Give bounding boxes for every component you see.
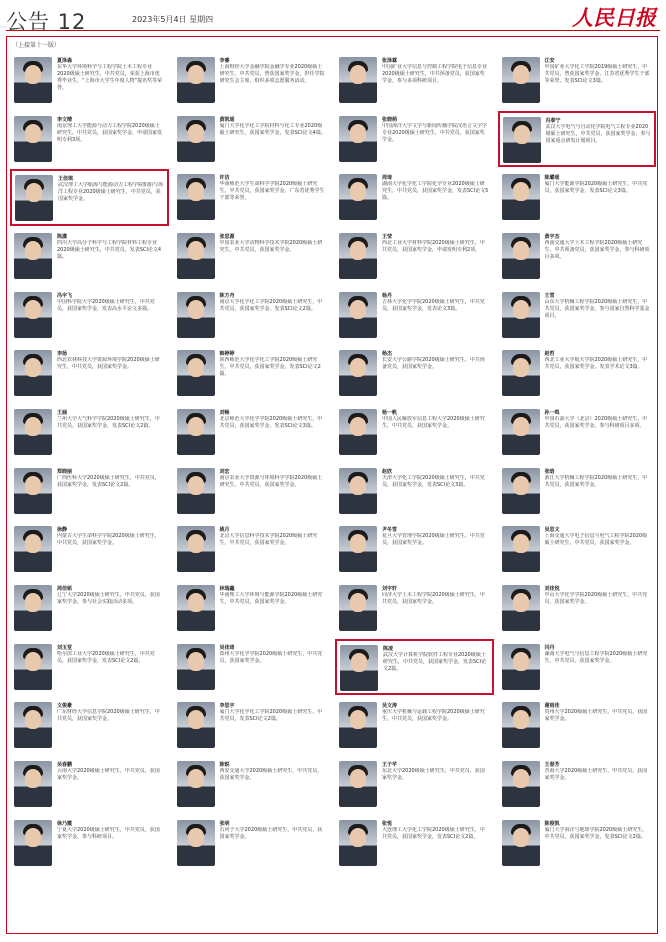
profile-description: 郑州大学化学学院2020级硕士研究生，中共党员，获国家奖学金。 (219, 650, 323, 664)
profile-card (498, 697, 657, 754)
portrait-photo (14, 116, 52, 162)
profile-name: 闫丹 (544, 644, 555, 651)
profile-description: 石河子大学2020级硕士研究生，中共党员，获国家奖学金。 (219, 826, 323, 840)
profile-description: 西北农林科技大学资源环境学院2020级硕士研究生，中共党员，获国家奖学金。 (57, 357, 160, 371)
profile-description: 哈尔滨工业大学2020级硕士研究生，中共党员，获国家奖学金，发表SCI论文2篇。 (57, 650, 155, 664)
portrait-photo (14, 820, 52, 866)
portrait-photo (502, 468, 540, 514)
profile-name: 刘宏 (219, 468, 230, 475)
profile-description: 湖南大学电气与信息工程学院2020级硕士研究生，中共党员，获国家奖学金。 (544, 650, 648, 664)
profile-card (335, 756, 494, 813)
profile-description: 重庆大学机械与运载工程学院2020级硕士研究生，中共党员，获国家奖学金。 (382, 709, 485, 723)
portrait-photo (339, 820, 377, 866)
profile-description: 云南大学2020级硕士研究生，中共党员，获国家奖学金。 (57, 768, 160, 781)
profile-description: 辽宁大学2020级硕士研究生，中共党员，获国家奖学金，参与社会实践活动多项。 (57, 592, 160, 605)
profile-name: 张晓萌 (382, 116, 398, 123)
header-divider (6, 30, 660, 31)
profile-card (498, 52, 657, 109)
profile-name: 李睿 (219, 58, 230, 64)
profile-card (498, 463, 657, 520)
profile-description: 南京理工大学能源与动力工程学院2020级硕士研究生，中共党员，获国家奖学金，申请国家发明专利3项。 (57, 122, 163, 143)
portrait-photo (14, 526, 52, 572)
profile-name: 杨丹 (382, 292, 393, 299)
profile-name: 陈锐 (219, 762, 230, 768)
portrait-photo (14, 585, 52, 631)
profile-description: 西安交通大学2020级硕士研究生，中共党员，获国家奖学金。 (219, 768, 323, 781)
profile-name: 李思宇 (219, 703, 235, 710)
profile-name: 赵哲 (544, 351, 555, 358)
profile-description: 东北大学2020级硕士研究生，中共党员，获国家奖学金。 (382, 768, 485, 781)
profile-description: 西南交通大学土木工程学院2020级硕士研究生，中共预备党员，获国家奖学金，参与科研项目多项。 (544, 240, 650, 260)
portrait-photo (339, 116, 377, 162)
profile-card (10, 580, 169, 637)
profile-card (173, 463, 332, 520)
profile-card (498, 169, 657, 226)
profile-name: 王佳琪 (58, 176, 74, 183)
portrait-photo (339, 761, 377, 807)
profile-name: 韩婷婷 (219, 351, 235, 358)
profile-name: 张思源 (219, 234, 235, 240)
profile-description: 宁夏大学2020级硕士研究生，中共党员，获国家奖学金，参与科研项目。 (57, 826, 160, 840)
profile-card (498, 580, 657, 637)
profile-card (173, 345, 332, 402)
profile-name: 黄宇杰 (544, 234, 560, 240)
portrait-photo (177, 350, 215, 396)
profile-description: 武汉大学计算机学院软件工程专业2020级硕士研究生，中共党员，获国家奖学金，发表SCI论文2篇。 (383, 651, 487, 672)
portrait-photo (339, 702, 377, 748)
profile-description: 中国海洋大学文学与新闻传播学院汉语言文字学专业2020级硕士研究生，中共党员，获国家奖学金。 (382, 122, 488, 143)
portrait-photo (502, 350, 540, 396)
profile-card (10, 521, 169, 578)
profile-description: 同济大学土木工程学院2020级硕士研究生，中共党员，获国家奖学金。 (382, 592, 485, 605)
profile-description: 青海大学2020级硕士研究生，中共党员，获国家奖学金。 (544, 768, 648, 781)
portrait-photo (177, 820, 215, 866)
portrait-photo (339, 585, 377, 631)
profile-name: 林瑞鑫 (219, 586, 235, 592)
profile-name: 陈方舟 (219, 292, 235, 299)
profile-card (498, 111, 657, 168)
profile-description: 上海财经大学金融学院金融学专业2020级硕士研究生，中共党员，曾获国家奖学金，担任学院研究生会主席，组织多项志愿服务活动。 (219, 64, 325, 84)
profile-name: 李文晴 (57, 116, 73, 123)
profile-description: 东华大学环境科学与工程学院土木工程专业2020级硕士研究生，中共党员，荣获上海市优秀毕业生、“上海市大学生年度人物”提名奖等荣誉。 (57, 64, 163, 91)
portrait-photo (502, 585, 540, 631)
profile-card (498, 521, 657, 578)
profile-card (335, 287, 494, 344)
profile-name: 黄凯瑶 (219, 116, 235, 123)
newspaper-logo: 人民日报 (572, 5, 656, 30)
profile-name: 冯泰宁 (545, 117, 561, 124)
profile-card (335, 815, 494, 872)
portrait-photo (502, 526, 540, 572)
portrait-photo (14, 702, 52, 748)
profile-name: 江安 (544, 58, 555, 64)
portrait-photo (339, 526, 377, 572)
profile-description: 兰州大学大气科学学院2020级硕士研究生，中共党员，获国家奖学金，发表SCI论文2篇。 (57, 416, 160, 429)
profile-card (498, 756, 657, 813)
profile-card (335, 580, 494, 637)
portrait-photo (177, 702, 215, 748)
profile-description: 复旦大学管理学院2020级硕士研究生，中共党员，获国家奖学金。 (382, 533, 485, 547)
profile-name: 刘畅 (219, 410, 230, 416)
profile-name: 杨一帆 (382, 410, 398, 416)
profile-card (173, 639, 332, 696)
profile-name: 文俊豪 (57, 703, 73, 710)
profile-description: 浙江大学机械工程学院2020级硕士研究生，中共党员，获国家奖学金。 (544, 474, 648, 488)
portrait-photo (14, 761, 52, 807)
profile-name: 徐乃霞 (57, 820, 73, 827)
portrait-photo (15, 175, 53, 221)
profile-description: 武汉大学电气与自动化学院电气工程专业2020级硕士研究生，中共党员，获国家奖学金，参与国家重点研发计划项目。 (545, 123, 651, 144)
profile-description: 华南理工大学环境与能源学院2020级硕士研究生，中共党员，获国家奖学金。 (219, 592, 323, 605)
portrait-photo (177, 468, 215, 514)
profile-card (335, 169, 494, 226)
profile-card (335, 52, 494, 109)
profile-card (335, 228, 494, 285)
profile-card (10, 345, 169, 402)
profile-name: 张晗 (544, 468, 555, 475)
profile-card (173, 111, 332, 168)
profile-description: 厦门大学化学化工学院材料与化工专业2020级硕士研究生，获国家奖学金，发表SCI论文4篇。 (219, 122, 326, 136)
profile-card (335, 697, 494, 754)
profile-name: 王莹 (382, 234, 393, 240)
profile-name: 刘佳悦 (544, 586, 560, 592)
profile-name: 陈俊凯 (544, 820, 560, 827)
profile-card (498, 404, 657, 461)
profile-name: 吴文涛 (382, 703, 398, 710)
profile-grid (10, 52, 656, 930)
profile-card (173, 580, 332, 637)
portrait-photo (14, 292, 52, 338)
profile-description: 华南师范大学生命科学学院2020级硕士研究生，中共党员，获国家奖学金、广东省优秀学生干部等荣誉。 (219, 181, 325, 202)
profile-description: 广东财经大学信息学院2020级硕士研究生，中共党员，获国家奖学金。 (57, 709, 160, 723)
profile-name: 周琦 (382, 175, 393, 182)
profile-description: 厦门大学能源学院2020级硕士研究生，中共党员，获国家奖学金，发表SCI论文3篇。 (544, 181, 648, 195)
profile-description: 大连理工大学化工学院2020级硕士研究生，中共党员，获国家奖学金，发表SCI论文2篇。 (382, 826, 485, 840)
profile-name: 周佳铭 (57, 586, 73, 592)
profile-name: 吴春鹏 (57, 762, 73, 768)
profile-description: 西北工业大学材料学院2020级硕士研究生，中共党员，获国家奖学金，申请发明专利2项。 (382, 240, 485, 253)
profile-description: 长安大学公路学院2020级硕士研究生，中共预备党员，获国家奖学金。 (382, 357, 485, 371)
profile-description: 武汉理工大学船海与能源动力工程学院船舶与海洋工程专业2020级硕士研究生，中共党员，获国家奖学金。 (58, 182, 164, 203)
profile-card (173, 169, 332, 226)
portrait-photo (503, 117, 541, 163)
portrait-photo (502, 292, 540, 338)
profile-description: 中山大学化学学院2020级硕士研究生，中共党员，获国家奖学金。 (544, 592, 648, 605)
page-title: 公告 12 (6, 10, 87, 34)
profile-card (10, 756, 169, 813)
profile-description: 上海交通大学电子信息与电气工程学院2020级硕士研究生，中共党员，获国家奖学金。 (544, 533, 648, 547)
issue-date: 2023年5月4日 星期四 (132, 15, 214, 24)
profile-name: 陈璐瑶 (544, 175, 560, 182)
profile-card (10, 169, 169, 226)
portrait-photo (339, 350, 377, 396)
profile-description: 湖南大学化学化工学院化学专业2020级硕士研究生，中共党员，获国家奖学金，发表SCI论文5篇。 (382, 181, 489, 202)
profile-card (173, 287, 332, 344)
portrait-photo (502, 233, 540, 279)
portrait-photo (339, 174, 377, 220)
portrait-photo (14, 350, 52, 396)
profile-description: 中国科学院大学2020级硕士研究生，中共党员，获国家奖学金，发表高水平论文多篇。 (57, 298, 155, 312)
profile-name: 王雪 (544, 292, 555, 299)
profile-name: 夏泽森 (57, 58, 73, 64)
profile-description: 北京大学信息科学技术学院2020级硕士研究生，中共党员，获国家奖学金。 (219, 533, 318, 547)
profile-description: 吉林大学化学学院2020级硕士研究生，中共党员，获国家奖学金，发表论文3篇。 (382, 298, 485, 312)
profile-name: 刘宇轩 (382, 586, 398, 592)
profile-name: 徐静 (57, 527, 68, 534)
profile-card (173, 697, 332, 754)
profile-card (10, 228, 169, 285)
profile-description: 中国农业大学动物科学技术学院2020级硕士研究生，中共党员，获国家奖学金。 (219, 240, 323, 253)
profile-description: 中国石油大学（北京）2020级硕士研究生，中共党员，获国家奖学金，参与科研项目多项。 (544, 416, 648, 429)
portrait-photo (502, 761, 540, 807)
profile-name: 冯宇飞 (57, 292, 73, 299)
profile-card (173, 756, 332, 813)
portrait-photo (339, 468, 377, 514)
profile-card (498, 815, 657, 872)
profile-description: 厦门大学海洋与地球学院2020级硕士研究生，中共党员，获国家奖学金，发表SCI论文2篇。 (544, 826, 648, 840)
profile-description: 四川大学高分子科学与工程学院材料工程专业2020级硕士研究生，中共党员，发表SCI论文4篇。 (57, 240, 162, 260)
profile-card (173, 815, 332, 872)
profile-name: 吴佳琦 (219, 644, 235, 651)
portrait-photo (339, 292, 377, 338)
page-header (0, 0, 666, 32)
profile-card (173, 52, 332, 109)
profile-name: 郑晓丽 (57, 468, 73, 475)
portrait-photo (14, 409, 52, 455)
profile-description: 陕西师范大学化学化工学院2020级硕士研究生，中共党员，获国家奖学金，发表SCI论文2篇。 (219, 357, 321, 378)
portrait-photo (177, 526, 215, 572)
portrait-photo (177, 292, 215, 338)
profile-card (10, 639, 169, 696)
profile-card (335, 111, 494, 168)
profile-name: 陈潇 (57, 234, 68, 240)
profile-card (10, 815, 169, 872)
profile-card (10, 697, 169, 754)
profile-card (335, 345, 494, 402)
profile-card (173, 228, 332, 285)
profile-name: 张明 (219, 820, 230, 827)
profile-card (173, 521, 332, 578)
profile-card (10, 52, 169, 109)
portrait-photo (177, 761, 215, 807)
profile-card (335, 639, 494, 696)
profile-description: 西北工业大学航天学院2020级硕士研究生，中共党员，获国家奖学金，发表学术论文3篇。 (544, 357, 648, 371)
portrait-photo (177, 409, 215, 455)
portrait-photo (14, 57, 52, 103)
profile-card (335, 521, 494, 578)
portrait-photo (339, 409, 377, 455)
continued-label: （上接第十一版） (12, 42, 61, 49)
portrait-photo (339, 57, 377, 103)
portrait-photo (14, 468, 52, 514)
profile-card (498, 639, 657, 696)
profile-description: 贵州大学2020级硕士研究生，中共党员，获国家奖学金。 (544, 709, 648, 723)
profile-description: 南京大学化学化工学院2020级硕士研究生，中共党员，获国家奖学金，发表SCI论文2篇。 (219, 298, 323, 312)
profile-name: 王涵 (57, 410, 68, 416)
portrait-photo (177, 585, 215, 631)
profile-name: 刘玉堂 (57, 644, 73, 651)
portrait-photo (177, 644, 215, 690)
profile-card (10, 111, 169, 168)
portrait-photo (177, 174, 215, 220)
profile-description: 南京农业大学资源与环境科学学院2020级硕士研究生，中共党员，获国家奖学金。 (219, 474, 323, 488)
portrait-photo (502, 174, 540, 220)
portrait-photo (14, 644, 52, 690)
profile-card (10, 404, 169, 461)
portrait-photo (14, 233, 52, 279)
portrait-photo (340, 645, 378, 691)
profile-description: 天津大学化工学院2020级硕士研究生，中共党员，获国家奖学金，发表SCI论文3篇。 (382, 474, 485, 488)
profile-description: 中国人民解放军信息工程大学2020级硕士研究生，中共党员，获国家奖学金。 (382, 416, 485, 429)
portrait-photo (177, 116, 215, 162)
profile-description: 北京师范大学化学学院2020级硕士研究生，中共党员，获国家奖学金，发表SCI论文3篇。 (219, 416, 323, 429)
profile-name: 杨杰 (382, 351, 393, 358)
profile-name: 赵欣 (382, 468, 393, 475)
profile-name: 尹冬雪 (382, 527, 398, 534)
profile-name: 吴思文 (544, 527, 560, 534)
portrait-photo (502, 57, 540, 103)
profile-name: 姚月 (219, 527, 230, 534)
profile-name: 许洁 (219, 175, 230, 182)
portrait-photo (177, 233, 215, 279)
profile-card (10, 463, 169, 520)
profile-name: 王春芳 (544, 762, 560, 768)
profile-description: 中国矿业大学信息与控制工程学院电子信息专业2020级硕士研究生，中共预备党员，获国家奖学金，参与多项科研项目。 (382, 64, 488, 84)
profile-name: 陈凌 (383, 645, 394, 652)
profile-description: 中国矿业大学化工学院2019级硕士研究生，中共党员，曾获国家奖学金、江苏省优秀学生干部等荣誉，发表SCI论文3篇。 (544, 64, 650, 84)
portrait-photo (502, 409, 540, 455)
portrait-photo (502, 820, 540, 866)
profile-card (498, 287, 657, 344)
profile-name: 张悦 (382, 820, 393, 827)
profile-name: 王子芊 (382, 762, 398, 768)
profile-name: 李扬 (57, 351, 68, 358)
portrait-photo (502, 644, 540, 690)
profile-card (173, 404, 332, 461)
profile-name: 谢雨佳 (544, 703, 560, 710)
profile-card (498, 228, 657, 285)
profile-card (498, 345, 657, 402)
profile-description: 山东大学机械工程学院2020级硕士研究生，中共党员，获国家奖学金，参与国家自然科学基金项目。 (544, 298, 650, 319)
portrait-photo (177, 57, 215, 103)
profile-card (335, 463, 494, 520)
profile-name: 张泽霖 (382, 58, 398, 64)
profile-name: 孙一鸣 (544, 410, 560, 416)
profile-description: 内蒙古大学生命科学学院2020级硕士研究生，中共党员，获国家奖学金。 (57, 533, 160, 547)
profile-card (10, 287, 169, 344)
portrait-photo (502, 702, 540, 748)
profile-description: 广西医科大学2020级硕士研究生，中共党员，获国家奖学金，发表SCI论文2篇。 (57, 474, 160, 488)
profile-description: 厦门大学化学化工学院2020级硕士研究生，中共党员，发表SCI论文2篇。 (219, 709, 323, 723)
portrait-photo (339, 233, 377, 279)
profile-card (335, 404, 494, 461)
